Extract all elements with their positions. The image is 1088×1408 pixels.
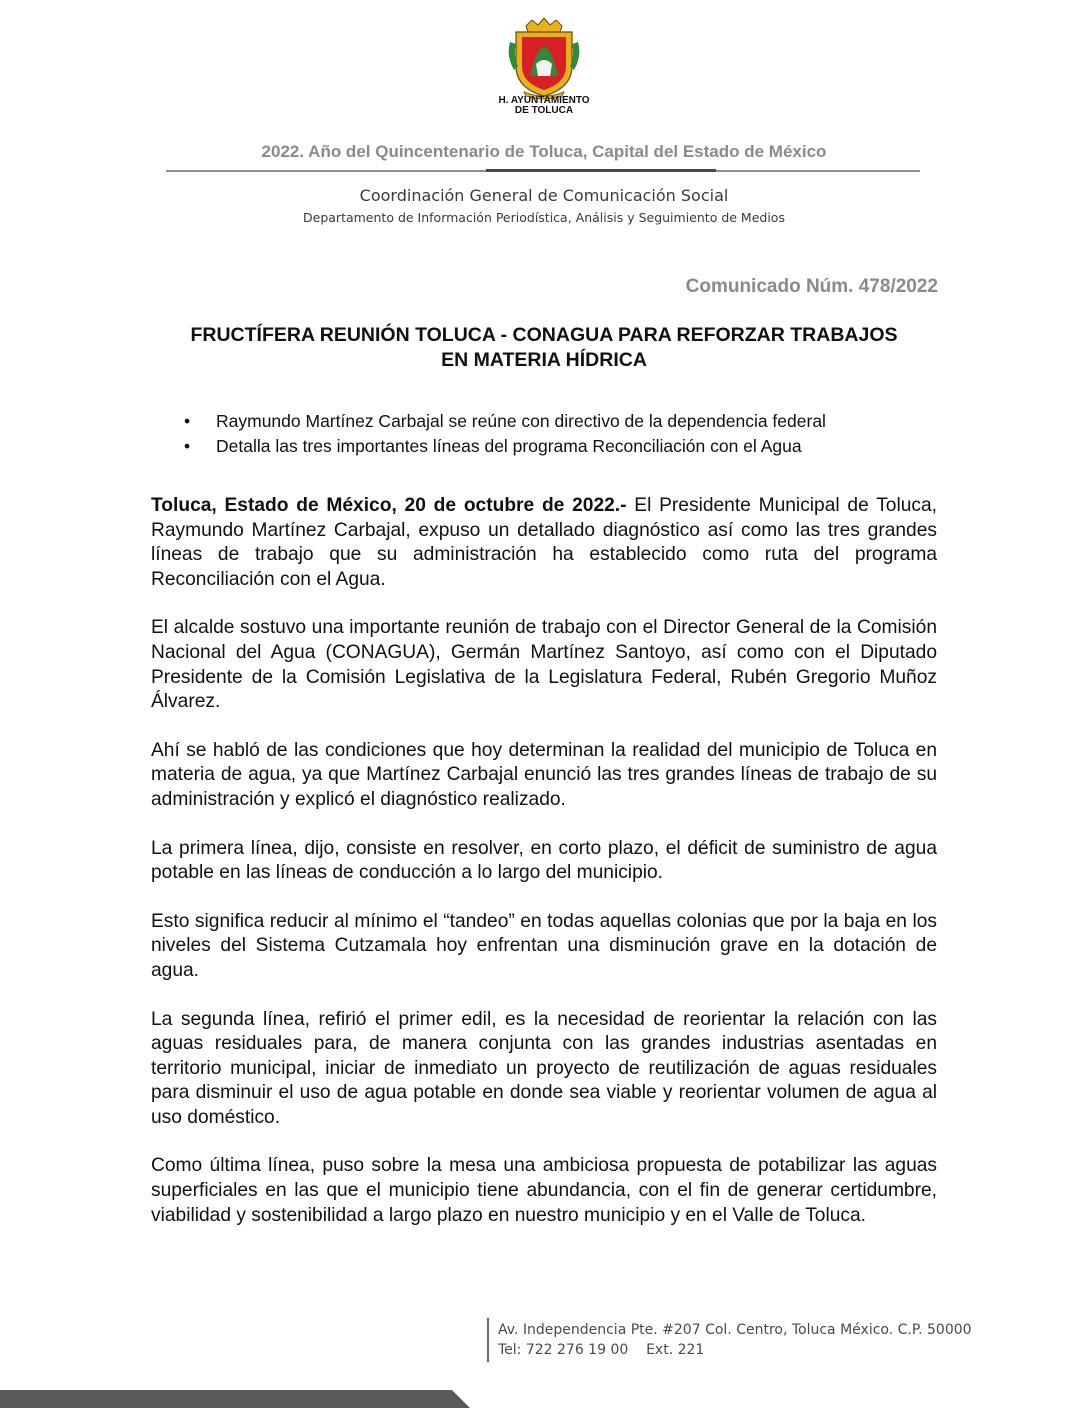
header-divider [166, 170, 920, 172]
toluca-crest-logo [502, 16, 586, 100]
year-motto: 2022. Año del Quincentenario de Toluca, Capital del Estado de México [261, 142, 827, 161]
headline-line2: EN MATERIA HÍDRICA [441, 349, 647, 371]
crest-caption [444, 96, 644, 116]
paragraph: El alcalde sostuvo una importante reunión de trabajo con el Director General de la Comisión Nacional del Agua (CONAGUA), Germán Martínez Santoyo, así como con el Diputado Presidente de la Comisión Legislativa de la Legislatura Federal, Rubén Gregorio Muñoz Álvarez. [151, 617, 937, 713]
list-item [184, 409, 944, 434]
crest-caption-line2: DE TOLUCA [514, 105, 574, 116]
footer-contact [498, 1340, 704, 1361]
crest-caption-line1: H. AYUNTAMIENTO [498, 95, 590, 106]
footer-divider [487, 1318, 489, 1362]
department-title: Coordinación General de Comunicación Social [359, 186, 729, 205]
lead-text: El Presidente Municipal de Toluca, Raymundo Martínez Carbajal, expuso un detallado diagnóstico así como las tres grandes líneas de trabajo que su administración ha establecido como ruta del programa Reconciliación con el Agua. [151, 495, 937, 590]
footer-extension: Ext. 221 [646, 1342, 705, 1358]
footer-address: Av. Independencia Pte. #207 Col. Centro, Toluca México. C.P. 50000 [498, 1322, 972, 1338]
paragraph-lead [151, 494, 937, 592]
footer-stripe [0, 1384, 470, 1408]
dateline: Toluca, Estado de México, 20 de octubre de 2022.- [151, 495, 627, 516]
bullet-text: Detalla las tres importantes líneas del programa Reconciliación con el Agua [216, 436, 802, 456]
article-body [151, 494, 937, 1252]
paragraph: La segunda línea, refirió el primer edil, es la necesidad de reorientar la relación con las aguas residuales para, de manera conjunta con las grandes industrias asentadas en territorio municipal, iniciar de inmediato un proyecto de reutilización de aguas residuales para disminuir el uso de agua potable en donde sea viable y reorientar volumen de agua al uso doméstico. [151, 1008, 937, 1128]
headline [140, 323, 948, 373]
paragraph: Esto significa reducir al mínimo el “tandeo” en todas aquellas colonias que por la baja en los niveles del Sistema Cutzamala hoy enfrentan una disminución grave en la dotación de agua. [151, 910, 937, 981]
summary-bullets [184, 409, 944, 459]
release-number: Comunicado Núm. 478/2022 [685, 276, 938, 297]
headline-line1: FRUCTÍFERA REUNIÓN TOLUCA - CONAGUA PARA REFORZAR TRABAJOS [190, 324, 898, 346]
subdepartment-title: Departamento de Información Periodística, Análisis y Seguimiento de Medios [303, 210, 785, 225]
paragraph: La primera línea, dijo, consiste en resolver, en corto plazo, el déficit de suministro de agua potable en las líneas de conducción a lo largo del municipio. [151, 837, 937, 884]
paragraph: Ahí se habló de las condiciones que hoy determinan la realidad del municipio de Toluca en materia de agua, ya que Martínez Carbajal enunció las tres grandes líneas de trabajo de su administración y explicó el diagnóstico realizado. [151, 739, 937, 810]
footer-phone: Tel: 722 276 19 00 [498, 1342, 629, 1358]
bullet-text: Raymundo Martínez Carbajal se reúne con directivo de la dependencia federal [216, 411, 826, 431]
bullet-icon: • [184, 411, 191, 431]
paragraph: Como última línea, puso sobre la mesa una ambiciosa propuesta de potabilizar las aguas superficiales en las que el municipio tiene abundancia, con el fin de generar certidumbre, viabilidad y sostenibilidad a largo plazo en nuestro municipio y en el Valle de Toluca. [151, 1155, 937, 1226]
list-item [184, 434, 944, 459]
bullet-icon: • [184, 436, 191, 456]
